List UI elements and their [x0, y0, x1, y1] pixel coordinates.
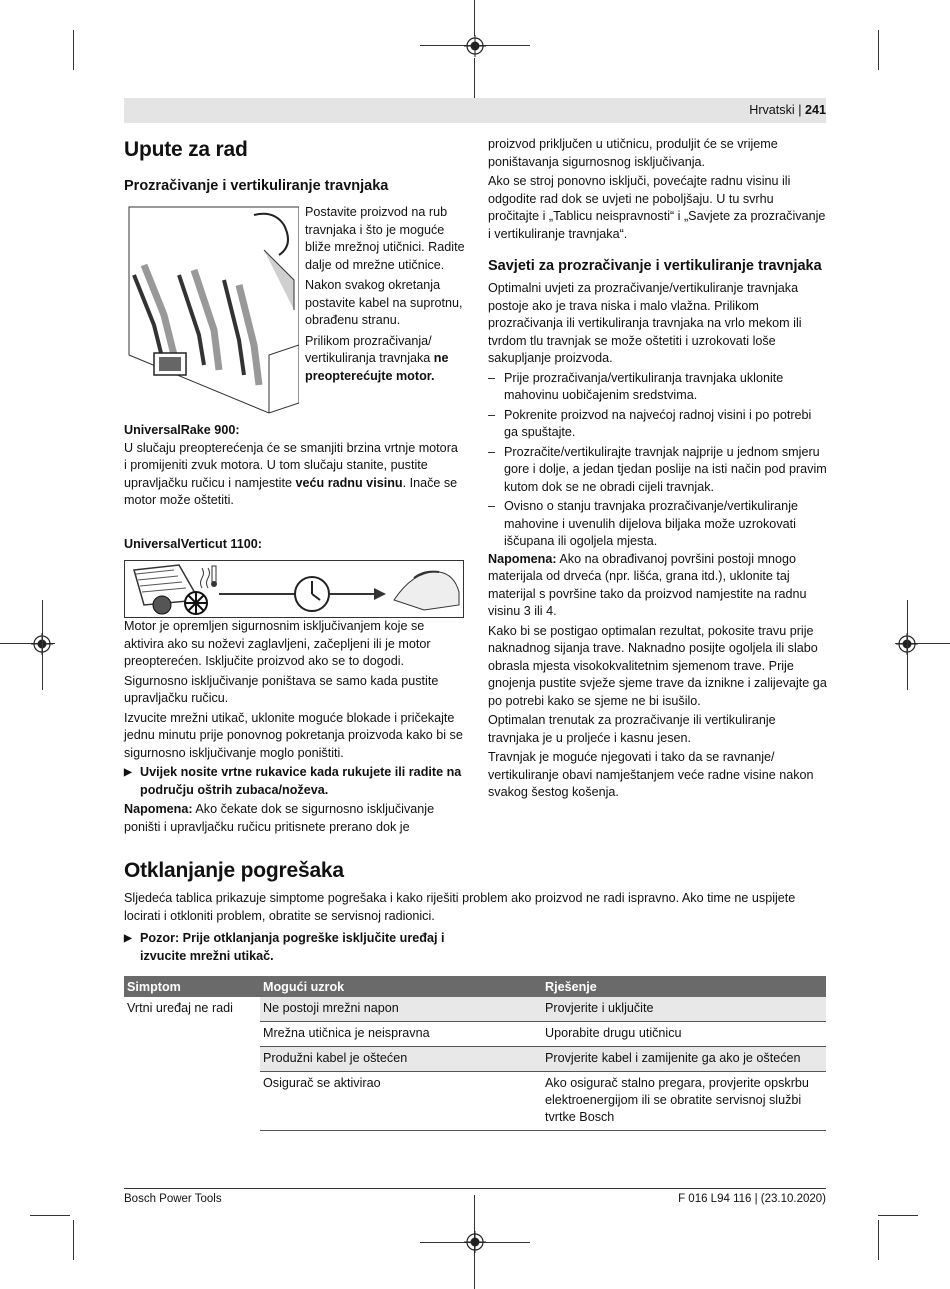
- crop-mark-right-v: [907, 600, 908, 690]
- crop-mark-left-v: [42, 600, 43, 690]
- lawn-pattern-illustration: [124, 205, 299, 415]
- verticut-para-3: Izvucite mrežni utikač, uklonite moguće blokade i pričekajte jednu minutu prije ponovnog pokretanja proizvoda kako bi se sigurnosno isključivanje moglo poništiti.: [124, 710, 463, 760]
- right-para-1: proizvod priključen u utičnicu, produljit će se vrijeme poništavanja sigurnosnog isključivanja.: [488, 137, 778, 169]
- registration-mark-bottom: [464, 1231, 486, 1253]
- tip-item: – Ovisno o stanju travnjaka prozračivanje/vertikuliranje mahovine i uvenulih dijelova biljaka može uzrokovati iščupana ili ogoljela mjesta.: [488, 498, 828, 551]
- right-note-label: Napomena:: [488, 551, 557, 566]
- cause-cell: Mrežna utičnica je neispravna: [260, 1022, 542, 1047]
- empty-cell: [124, 1047, 260, 1072]
- right-para-2: Ako se stroj ponovno isključi, povećajte radnu visinu ili odgodite rad dok se uvjeti ne poboljšaju. U tu svrhu pročitajte i „Tablicu neispravnosti“ i „Savjete za prozračivanje i vertikuliranje travnjaka“.: [488, 174, 826, 241]
- verticut-heading: UniversalVerticut 1100:: [124, 537, 262, 551]
- verticut-para-1: Motor je opremljen sigurnosnim isključivanjem koje se aktivira ako su noževi zaglavljeni, začepljeni ili je motor preopterećen. Isključite proizvod ako se to dogodi.: [124, 619, 431, 668]
- footer-right: F 016 L94 116 | (23.10.2020): [678, 1193, 826, 1205]
- table-row: [124, 997, 826, 1022]
- fig1-text-3: [305, 333, 465, 386]
- fig1-text-3-bold: ne preopterećujte motor.: [305, 351, 449, 383]
- rake-section: [124, 422, 464, 510]
- rake-text: [124, 440, 464, 510]
- fig1-text-1: Postavite proizvod na rub travnjaka i što je moguće bliže mrežnoj utičnici. Radite dalje od mrežne utičnice.: [305, 205, 465, 272]
- symptom-cell: Vrtni uređaj ne radi: [127, 1001, 233, 1015]
- troubleshooting-title: Otklanjanje pogrešaka: [124, 859, 344, 882]
- right-note: [488, 551, 828, 621]
- empty-cell: [124, 1072, 260, 1131]
- col-header-symptom: Simptom: [124, 976, 260, 997]
- rake-text-start: U slučaju preopterećenja će se smanjiti brzina vrtnje motora i promijeniti zvuk motora. U tom slučaju stanite, pustite upravljačku ručicu i namjestite: [124, 440, 458, 490]
- right-note-text: Ako na obrađivanoj površini postoji mnogo materijala od drveća (npr. lišća, grana itd.), uklonite taj materijal s površine tako da proizvod namjestite na radnu visinu 3 ili 4.: [488, 551, 807, 618]
- right-para-5: Optimalan trenutak za prozračivanje ili vertikuliranje travnjaka je u proljeće i kasnu jesen.: [488, 713, 776, 745]
- left-note-label: Napomena:: [124, 802, 193, 816]
- registration-mark-top: [464, 35, 486, 57]
- solution-cell: Provjerite i uključite: [542, 997, 826, 1022]
- right-para-3: Optimalni uvjeti za prozračivanje/vertikuliranje travnjaka postoje ako je trava niska i malo vlažna. Prilikom prozračivanja ili vertikuliranja travnjaka na vrlo mekom ili tvrdom tlu travnjak se može oštetiti i uzrokovati loše sakupljanje proizvoda.: [488, 281, 802, 365]
- gloves-warning: ▶ Uvijek nosite vrtne rukavice kada rukujete ili radite na području oštrih zubaca/noževa.: [124, 764, 466, 799]
- table-row: [124, 1072, 826, 1131]
- footer-left: Bosch Power Tools: [124, 1193, 222, 1205]
- tip-item: – Prozračite/vertikulirajte travnjak najprije u jednom smjeru gore i dolje, a jedan tjedan poslije na isti način pod pravim kutom dok se ne obradi cijeli travnjak.: [488, 444, 828, 497]
- left-note: [124, 801, 466, 836]
- page-number: 241: [804, 103, 826, 117]
- troubleshooting-warning: ▶ Pozor: Prije otklanjanja pogreške isključite uređaj i izvucite mrežni utikač.: [124, 930, 470, 965]
- tips-list: [488, 370, 828, 551]
- header-language: Hrvatski: [749, 103, 795, 117]
- table-header-row: [124, 976, 826, 997]
- solution-cell: Uporabite drugu utičnicu: [542, 1022, 826, 1047]
- rake-text-bold: veću radnu visinu: [295, 475, 403, 490]
- crop-mark-br: [878, 1215, 918, 1216]
- troubleshooting-table: [124, 976, 826, 1131]
- crop-mark-top: [474, 0, 475, 36]
- crop-mark-bl: [30, 1215, 70, 1216]
- rake-text-end: . Inače se motor može oštetiti.: [124, 475, 458, 507]
- crop-mark-tr: [878, 30, 879, 70]
- right-column: [488, 136, 828, 802]
- page-header: Hrvatski | 241: [749, 103, 826, 117]
- troubleshooting-intro: Sljedeća tablica prikazuje simptome pogrešaka i kako riješiti problem ako proizvod ne radi ispravno. Ako time ne uspijete locirati i otkloniti problem, obratite se servisnoj radionici.: [124, 891, 796, 923]
- solution-cell: Provjerite kabel i zamijenite ga ako je oštećen: [542, 1047, 826, 1072]
- verticut-para-2: Sigurnosno isključivanje poništava se samo kada pustite upravljačku ručicu.: [124, 673, 439, 705]
- footer-rule: [124, 1188, 826, 1189]
- crop-mark-br-v: [878, 1220, 879, 1260]
- col-header-solution: Rješenje: [542, 976, 826, 997]
- section-heading-aeration: Prozračivanje i vertikuliranje travnjaka: [124, 178, 389, 194]
- fig1-text-3-start: Prilikom prozračivanja/ vertikuliranja travnjaka: [305, 333, 434, 365]
- tip-item: – Pokrenite proizvod na najvećoj radnoj visini i po potrebi ga spuštajte.: [488, 407, 828, 442]
- cause-cell: Produžni kabel je oštećen: [260, 1047, 542, 1072]
- fig1-text-block: [305, 204, 465, 385]
- table-row: [124, 1047, 826, 1072]
- page-title: Upute za rad: [124, 138, 248, 161]
- table-row: [124, 1022, 826, 1047]
- fig1-text-2: Nakon svakog okretanja postavite kabel na suprotnu, obrađenu stranu.: [305, 278, 463, 327]
- solution-cell: Ako osigurač stalno pregara, provjerite opskrbu elektroenergijom ili se obratite servisnoj službi tvrtke Bosch: [542, 1072, 826, 1131]
- cause-cell: Osigurač se aktivirao: [260, 1072, 542, 1131]
- cause-cell: Ne postoji mrežni napon: [260, 997, 542, 1022]
- left-note-text: Ako čekate dok se sigurnosno isključivanje poništi i upravljačku ručicu pritisnete prerano dok je: [124, 802, 435, 834]
- crop-mark-bl-v: [73, 1220, 74, 1260]
- tips-heading: Savjeti za prozračivanje i vertikuliranje travnjaka: [488, 258, 822, 274]
- header-bar: [124, 98, 826, 123]
- tip-item: – Prije prozračivanja/vertikuliranja travnjaka uklonite mahovinu uobičajenim sredstvima.: [488, 370, 828, 405]
- verticut-text: [124, 618, 466, 836]
- safety-cutout-illustration: [124, 560, 464, 618]
- right-para-6: Travnjak je moguće njegovati i tako da se ravnanje/ vertikuliranje obavi namještanjem veće radne visine nakon svakog šestog košenja.: [488, 750, 814, 799]
- empty-cell: [124, 1022, 260, 1047]
- right-para-4: Kako bi se postigao optimalan rezultat, pokosite travu prije naknadnog sijanja trave. Naknadno posijte ogoljela ili slabo obrasla mjesta visokokvalitetnim sjemenom trave. Prije gnojenja pustite svježe sjeme trave da iznikne i zalijevajte ga po potrebi kako se sjeme ne bi isušilo.: [488, 623, 827, 708]
- crop-mark-top-v2: [474, 58, 475, 98]
- rake-heading: UniversalRake 900:: [124, 423, 240, 437]
- crop-mark-tl: [73, 30, 74, 70]
- col-header-cause: Mogući uzrok: [260, 976, 542, 997]
